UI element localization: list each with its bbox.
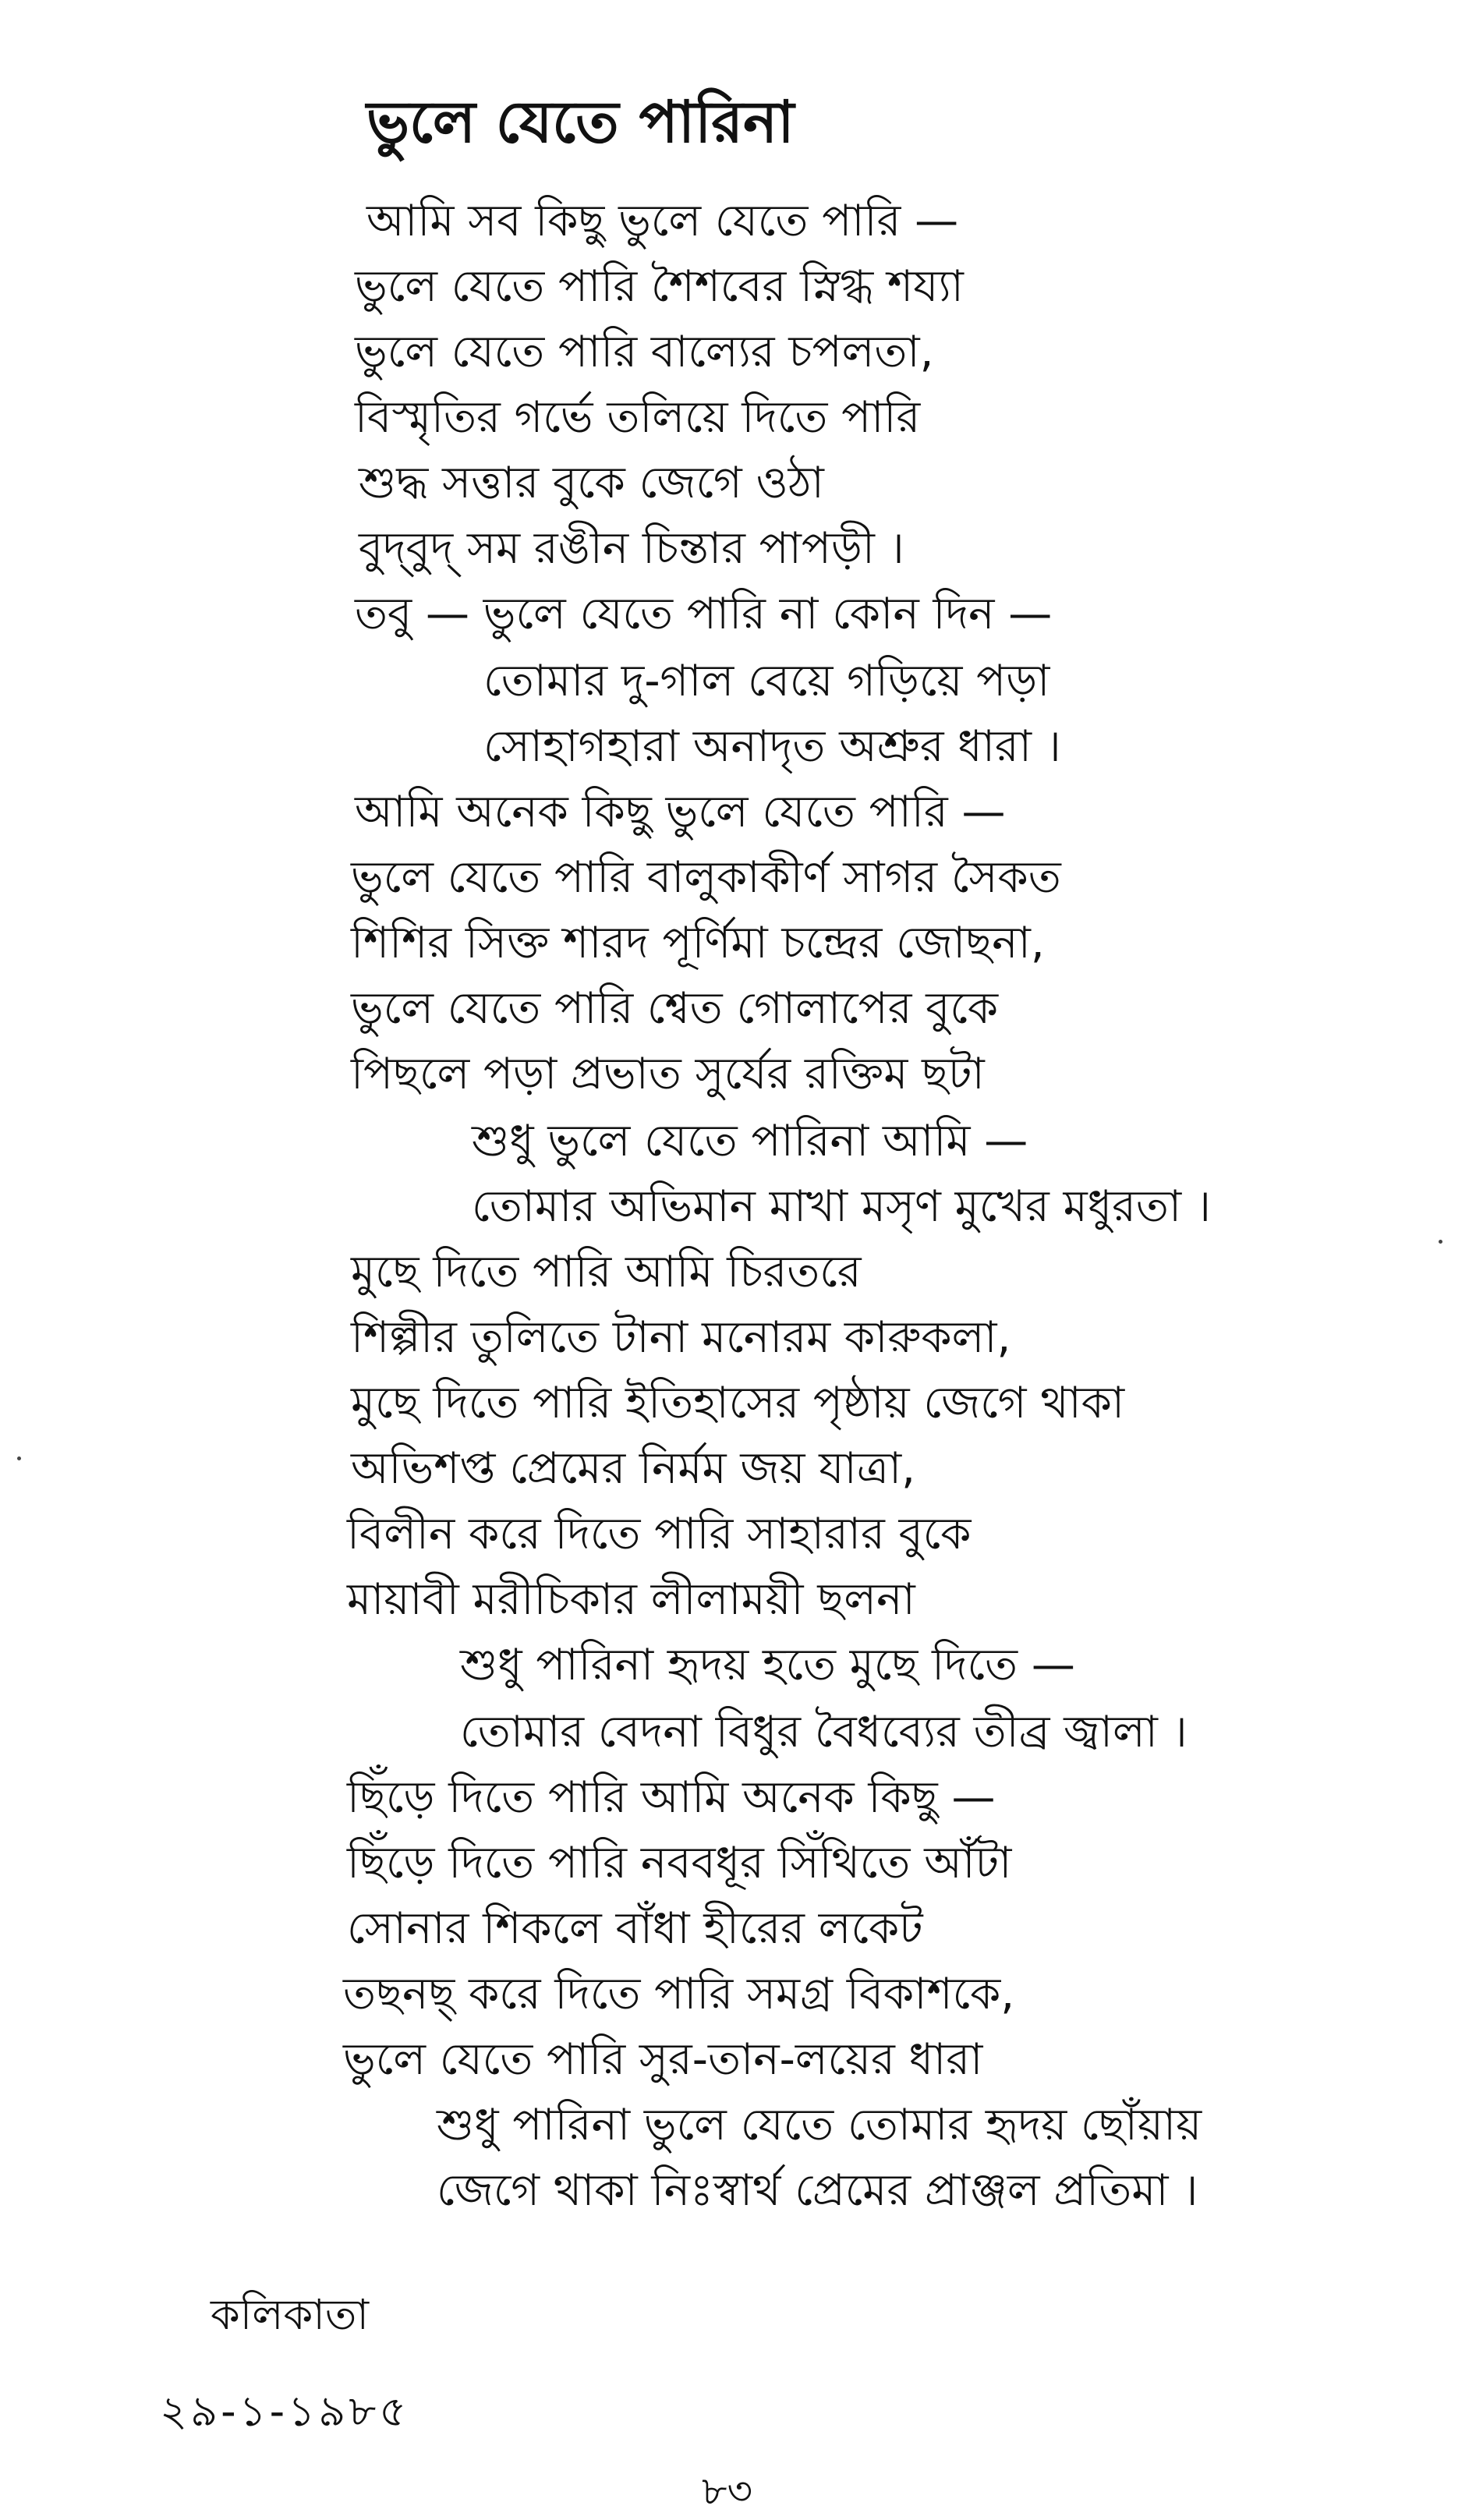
poem-line: ভুলে যেতে পারি সুর-তান-লয়ের ধারা: [343, 2034, 983, 2085]
poem-line: আমি সব কিছু ভুলে যেতে পারি —: [366, 196, 959, 246]
scan-speck: [17, 1456, 21, 1460]
poem-date: ২৯-১-১৯৮৫: [160, 2387, 410, 2436]
poem-line: ছিঁড়ে দিতে পারি আমি অনেক কিছু —: [347, 1772, 996, 1823]
poem-line: শিশির সিক্ত শারদ পূর্ণিমা চন্দ্রের জোছনা,: [351, 918, 1045, 968]
poem-line: মুছে দিতে পারি ইতিহাসের পৃষ্ঠায় জেগে থাকা: [351, 1378, 1125, 1428]
poem-line: মুছে দিতে পারি আমি চিরতরে: [351, 1247, 862, 1297]
poem-line: আমি অনেক কিছু ভুলে যেতে পারি —: [355, 787, 1006, 837]
poem-line: শুধু পারিনা ভুলে যেতে তোমার হৃদয় ছোঁয়ায়: [437, 2100, 1202, 2150]
poem-line: বুদ্‌বুদ্ সম রঙীন চিন্তার পাপড়ী ।: [359, 523, 904, 574]
poem-line: শুদ্ধ সত্তার বুকে জেগে ওঠা: [359, 458, 824, 508]
poem-line: বিস্মৃতির গর্ভে তলিয়ে দিতে পারি: [355, 392, 921, 443]
poem-line: মায়াবী মরীচিকার লীলাময়ী ছলনা: [347, 1574, 915, 1625]
poem-line: ভুলে যেতে পারি শৈশবের স্নিগ্ধ শয্যা: [355, 261, 964, 312]
poem-line: শিল্পীর তুলিতে টানা মনোরম কারুকলা,: [351, 1312, 1011, 1363]
poem-line: বিলীন করে দিতে পারি সাহারার বুকে: [347, 1509, 972, 1559]
poem-line: শুধু ভুলে যেতে পারিনা আমি —: [472, 1116, 1028, 1166]
poem-line: পিছলে পড়া প্রভাত সুর্যের রক্তিম ছটা: [351, 1049, 985, 1099]
poem-line: ভুলে যেতে পারি বালুকাকীর্ণ সাগর সৈকত: [351, 852, 1061, 903]
poem-line: সোনার শিকলে বাঁধা হীরের লকেট: [347, 1903, 923, 1954]
poem-line: ছিঁড়ে দিতে পারি নববধূর সিঁথিতে আঁটা: [347, 1838, 1012, 1888]
page-number: ৮৩: [702, 2469, 752, 2514]
poem-line: তোমার বেদনা বিধুর বৈধব্যের তীব্র জ্বালা ।: [460, 1707, 1188, 1757]
poem-line: তোমার দু-গাল বেয়ে গড়িয়ে পড়া: [483, 656, 1050, 706]
scan-speck: [1439, 1240, 1442, 1244]
poem-line: তছনছ্ করে দিতে পারি সমগ্র বিকাশকে,: [343, 1969, 1015, 2019]
poem-line: ভুলে যেতে পারি বাল্যের চপলতা,: [355, 327, 934, 377]
poem-line: ভুলে যেতে পারি শ্বেত গোলাপের বুকে: [351, 983, 999, 1034]
place-name: কলিকাতা: [211, 2290, 370, 2339]
poem-line: তবু — ভুলে যেতে পারি না কোন দিন —: [355, 589, 1053, 639]
poem-line: অভিশপ্ত প্রেমের নির্মম জয় যাত্রা,: [351, 1443, 915, 1494]
poem-title: ভুলে যেতে পারিনা: [366, 89, 795, 156]
poem-line: তোমার অভিমান মাখা মসৃণ মুখের মধুরতা ।: [472, 1181, 1211, 1232]
poem-line: শুধু পারিনা হৃদয় হতে মুছে দিতে —: [460, 1640, 1075, 1690]
poem-line: জেগে থাকা নিঃস্বার্থ প্রেমের প্রাঞ্জল প্রতিমা ।: [437, 2165, 1198, 2216]
poem-line: সোহাগহারা অনাদৃত অশ্রুর ধারা ।: [483, 721, 1061, 772]
